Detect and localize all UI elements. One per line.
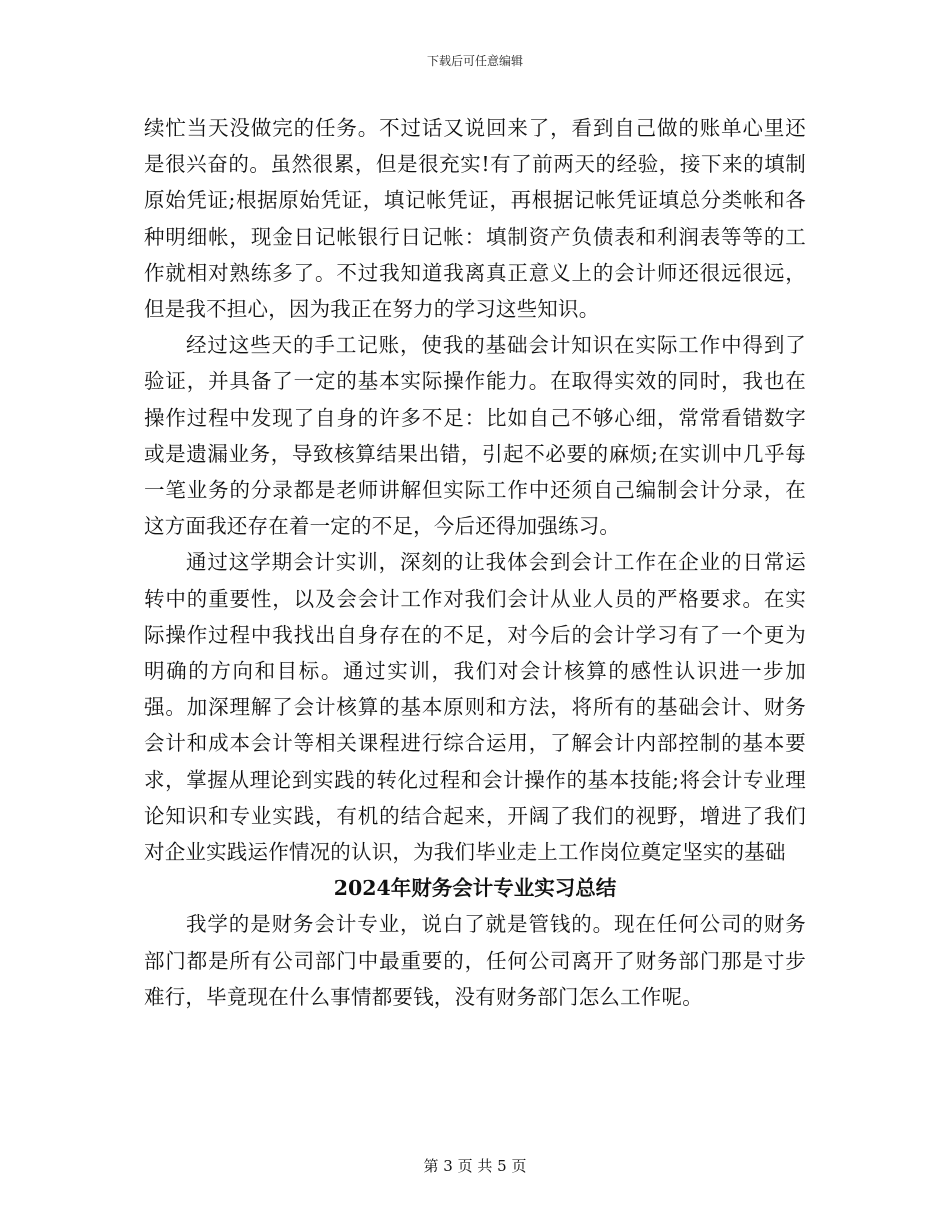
document-body [144,110,806,1015]
section-title: 2024年财务会计专业实习总结 [333,876,617,901]
paragraph-training-summary: 通过这学期会计实训，深刻的让我体会到会计工作在企业的日常运转中的重要性，以及会会计工作对我们会计从业人员的严格要求。在实际操作过程中我找出自身存在的不足，对今后的会计学习有了一个更为明确的方向和目标。通过实训，我们对会计核算的感性认识进一步加强。加深理解了会计核算的基本原则和方法，将所有的基础会计、财务会计和成本会计等相关课程进行综合运用，了解会计内部控制的基本要求，掌握从理论到实践的转化过程和会计操作的基本技能;将会计专业理论知识和专业实践，有机的结合起来，开阔了我们的视野，增进了我们对企业实践运作情况的认识，为我们毕业走上工作岗位奠定坚实的基础 [144,550,806,865]
paragraph-manual-bookkeeping: 经过这些天的手工记账，使我的基础会计知识在实际工作中得到了验证，并具备了一定的基本实际操作能力。在取得实效的同时，我也在操作过程中发现了自身的许多不足：比如自己不够心细，常常看错数字或是遗漏业务，导致核算结果出错，引起不必要的麻烦;在实训中几乎每一笔业务的分录都是老师讲解但实际工作中还须自己编制会计分录，在这方面我还存在着一定的不足，今后还得加强练习。 [144,333,806,539]
paragraph-continued: 续忙当天没做完的任务。不过话又说回来了，看到自己做的账单心里还是很兴奋的。虽然很累，但是很充实!有了前两天的经验，接下来的填制原始凭证;根据原始凭证，填记帐凭证，再根据记帐凭证填总分类帐和各种明细帐，现金日记帐银行日记帐：填制资产负债表和利润表等等的工作就相对熟练多了。不过我知道我离真正意义上的会计师还很远很远，但是我不担心，因为我正在努力的学习这些知识。 [144,116,806,322]
section-paragraph: 我学的是财务会计专业，说白了就是管钱的。现在任何公司的财务部门都是所有公司部门中最重要的，任何公司离开了财务部门那是寸步难行，毕竟现在什么事情都要钱，没有财务部门怎么工作呢。 [144,912,806,1009]
page-header: 下载后可任意编辑 [426,54,523,68]
page-number-footer: 第 3 页 共 5 页 [423,1157,527,1175]
